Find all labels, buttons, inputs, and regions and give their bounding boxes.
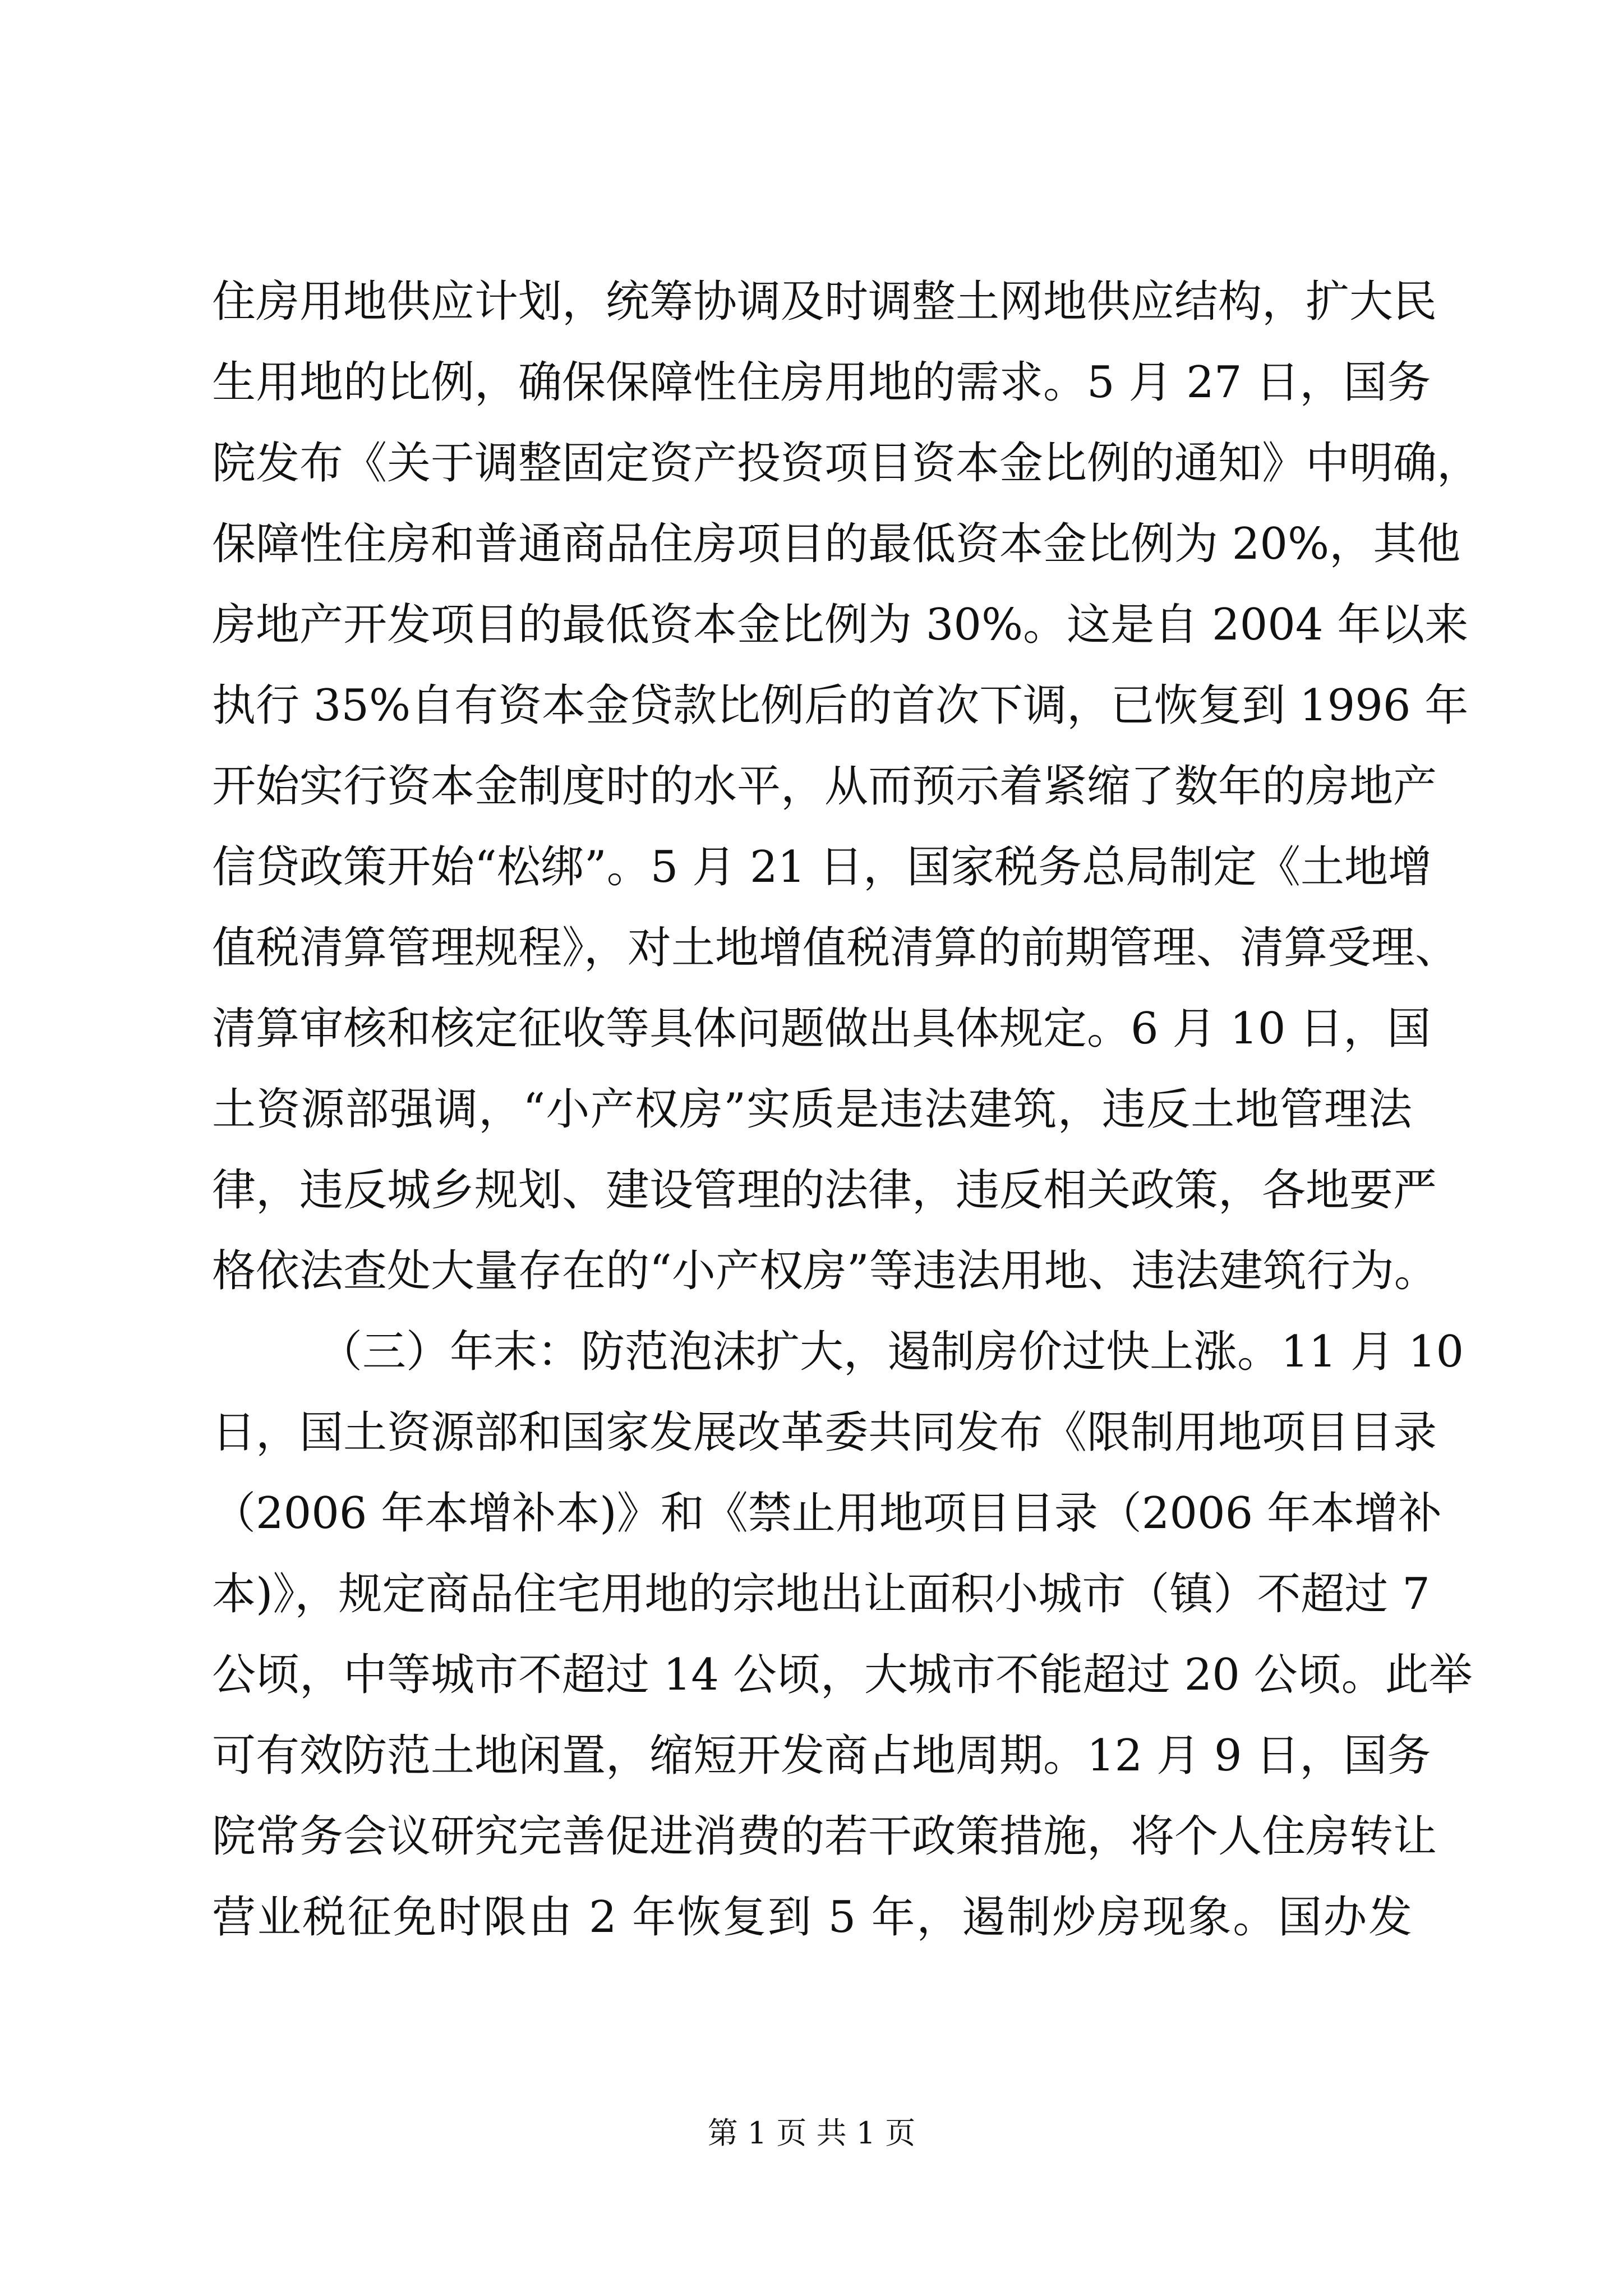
- text-line: （2006 年本增补本)》和《禁止用地项目目录（2006 年本增补: [212, 1488, 1442, 1539]
- page-footer: 第 1 页 共 1 页: [707, 2115, 916, 2151]
- text-line: 日，国土资源部和国家发展改革委共同发布《限制用地项目目录: [212, 1407, 1437, 1458]
- text-line: 住房用地供应计划，统筹协调及时调整土网地供应结构，扩大民: [212, 277, 1437, 327]
- text-line: 院发布《关于调整固定资产投资项目资本金比例的通知》中明确，: [212, 438, 1481, 489]
- text-line: 执行 35%自有资本金贷款比例后的首次下调，已恢复到 1996 年: [212, 680, 1469, 731]
- text-line: 营业税征免时限由 2 年恢复到 5 年，遏制炒房现象。国办发: [212, 1892, 1412, 1943]
- text-line: 格依法查处大量存在的“小产权房”等违法用地、违法建筑行为。: [212, 1246, 1438, 1296]
- text-line: 可有效防范土地闲置，缩短开发商占地周期。12 月 9 日，国务: [212, 1731, 1431, 1781]
- text-line: 清算审核和核定征收等具体问题做出具体规定。6 月 10 日，国: [212, 1004, 1431, 1054]
- text-line: 保障性住房和普通商品住房项目的最低资本金比例为 20%，其他: [212, 519, 1461, 569]
- text-line: 土资源部强调，“小产权房”实质是违法建筑，违反土地管理法: [212, 1084, 1412, 1135]
- text-line: 生用地的比例，确保保障性住房用地的需求。5 月 27 日，国务: [212, 357, 1431, 408]
- text-line: 信贷政策开始“松绑”。5 月 21 日，国家税务总局制定《土地增: [212, 842, 1432, 892]
- text-line: 律，违反城乡规划、建设管理的法律，违反相关政策，各地要严: [212, 1165, 1437, 1216]
- text-line: 开始实行资本金制度时的水平，从而预示着紧缩了数年的房地产: [212, 761, 1437, 812]
- text-line: 公顷，中等城市不超过 14 公顷，大城市不能超过 20 公顷。此举: [212, 1650, 1473, 1700]
- text-line: 房地产开发项目的最低资本金比例为 30%。这是自 2004 年以来: [212, 600, 1469, 650]
- text-line: 本)》，规定商品住宅用地的宗地出让面积小城市（镇）不超过 7: [212, 1569, 1430, 1619]
- text-line: 院常务会议研究完善促进消费的若干政策措施，将个人住房转让: [212, 1811, 1437, 1862]
- section-heading-line: （三）年末：防范泡沫扩大，遏制房价过快上涨。11 月 10: [319, 1327, 1464, 1377]
- text-line: 值税清算管理规程》，对土地增值税清算的前期管理、清算受理、: [212, 923, 1459, 973]
